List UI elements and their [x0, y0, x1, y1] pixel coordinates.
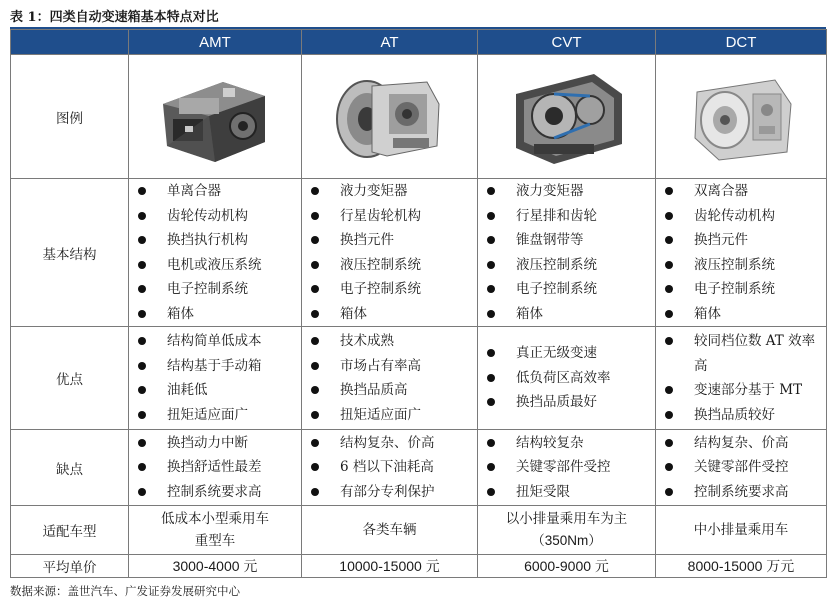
bullet-dot-icon — [487, 439, 495, 447]
bullet-item — [662, 455, 826, 480]
bullet-text: 电子控制系统 — [167, 281, 248, 297]
bullet-dot-icon — [138, 187, 146, 195]
at-structure-cell — [302, 179, 478, 327]
bullet-item — [308, 204, 477, 229]
bullet-dot-icon — [487, 187, 495, 195]
bullet-text: 关键零部件受控 — [694, 459, 789, 476]
bullet-item — [484, 455, 655, 480]
bullet-text: 换挡舒适性最差 — [167, 459, 262, 476]
cvt-cons-cell — [478, 430, 656, 506]
bullet-item — [484, 204, 655, 229]
bullet-text: 齿轮传动机构 — [167, 207, 248, 224]
amt-type-cell — [129, 506, 302, 555]
bullet-item — [135, 455, 301, 480]
bullet-text: 控制系统要求高 — [167, 483, 262, 500]
bullet-item — [135, 480, 301, 505]
pros-row — [11, 327, 827, 430]
bullet-dot-icon — [487, 488, 495, 496]
amt-image — [129, 55, 302, 179]
bullet-dot-icon — [311, 463, 319, 471]
bullet-dot-icon — [138, 337, 146, 345]
bullet-item — [662, 329, 826, 378]
bullet-item — [308, 403, 477, 428]
bullet-text: 结构简单低成本 — [167, 333, 262, 349]
bullet-dot-icon — [487, 261, 495, 269]
bullet-text: 低负荷区高效率 — [516, 369, 611, 386]
bullet-text: 控制系统要求高 — [694, 483, 789, 500]
bullet-text: 液力变矩器 — [516, 183, 584, 199]
bullet-dot-icon — [311, 411, 319, 419]
amt-pros-cell — [129, 327, 302, 430]
bullet-item — [308, 179, 477, 204]
header-corner — [11, 30, 129, 55]
bullet-item — [662, 277, 826, 302]
header-amt: AMT — [129, 30, 302, 55]
bullet-dot-icon — [665, 411, 673, 419]
bullet-dot-icon — [487, 236, 495, 244]
vehicle-type-row — [11, 506, 827, 555]
bullet-dot-icon — [311, 439, 319, 447]
bullet-text: 液压控制系统 — [694, 256, 775, 273]
bullet-item — [308, 431, 477, 456]
bullet-dot-icon — [665, 187, 673, 195]
bullet-text: 电子控制系统 — [340, 281, 421, 297]
bullet-item — [662, 378, 826, 403]
bullet-text: 扭矩适应面广 — [340, 406, 421, 423]
bullet-item — [308, 302, 477, 327]
bullet-dot-icon — [311, 212, 319, 220]
at-price: 10000-15000 元 — [302, 555, 478, 578]
bullet-item — [135, 253, 301, 278]
bullet-text: 电子控制系统 — [516, 281, 597, 297]
bullet-dot-icon — [311, 236, 319, 244]
bullet-item — [662, 403, 826, 428]
bullet-item — [135, 378, 301, 403]
source-note: 数据来源：盖世汽车、广发证券发展研究中心 — [10, 584, 240, 598]
bullet-text: 电子控制系统 — [694, 281, 775, 297]
dct-gearbox-illustration — [679, 64, 804, 169]
bullet-item — [135, 204, 301, 229]
cvt-image — [478, 55, 656, 179]
bullet-dot-icon — [665, 439, 673, 447]
bullet-text: 扭矩受限 — [516, 483, 570, 500]
bullet-item — [662, 480, 826, 505]
bullet-item — [484, 179, 655, 204]
bullet-dot-icon — [665, 236, 673, 244]
bullet-dot-icon — [138, 236, 146, 244]
bullet-item — [662, 302, 826, 327]
dct-type-cell — [656, 506, 827, 555]
amt-gearbox-illustration — [153, 64, 278, 169]
at-image — [302, 55, 478, 179]
bullet-text: 换挡品质较好 — [694, 406, 775, 423]
bullet-item — [484, 228, 655, 253]
row-label-image: 图例 — [11, 55, 129, 179]
bullet-dot-icon — [665, 488, 673, 496]
bullet-item — [308, 277, 477, 302]
bullet-dot-icon — [138, 310, 146, 318]
bullet-item — [135, 277, 301, 302]
bullet-dot-icon — [138, 261, 146, 269]
bullet-item — [484, 480, 655, 505]
bullet-dot-icon — [138, 386, 146, 394]
row-label-price: 平均单价 — [11, 555, 129, 578]
bullet-text: 结构基于手动箱 — [167, 357, 262, 374]
cvt-gearbox-illustration — [504, 64, 629, 169]
bullet-item — [662, 204, 826, 229]
bullet-dot-icon — [311, 261, 319, 269]
bullet-text: 换挡动力中断 — [167, 434, 248, 451]
bullet-text: 单离合器 — [167, 183, 221, 199]
at-cons-cell — [302, 430, 478, 506]
bullet-text: 齿轮传动机构 — [694, 207, 775, 224]
bullet-dot-icon — [665, 337, 673, 345]
at-type-cell — [302, 506, 478, 555]
bullet-item — [662, 179, 826, 204]
row-label-cons: 缺点 — [11, 430, 129, 506]
bullet-dot-icon — [487, 398, 495, 406]
bullet-text: 换挡执行机构 — [167, 232, 248, 248]
bullet-item — [484, 302, 655, 327]
cvt-pros-cell — [478, 327, 656, 430]
bullet-dot-icon — [665, 386, 673, 394]
dct-type-line: 中小排量乘用车 — [693, 522, 789, 538]
bullet-item — [484, 341, 655, 366]
bullet-item — [135, 179, 301, 204]
bullet-dot-icon — [487, 463, 495, 471]
bullet-item — [135, 228, 301, 253]
bullet-dot-icon — [138, 463, 146, 471]
bullet-item — [135, 431, 301, 456]
bullet-item — [484, 390, 655, 415]
cons-row — [11, 430, 827, 506]
bullet-text: 技术成熟 — [340, 333, 394, 349]
bullet-text: 变速部分基于 MT — [694, 382, 803, 398]
bullet-item — [308, 329, 477, 354]
bullet-dot-icon — [665, 285, 673, 293]
bullet-dot-icon — [665, 310, 673, 318]
bullet-dot-icon — [138, 212, 146, 220]
bullet-text: 关键零部件受控 — [516, 459, 611, 476]
bullet-item — [484, 277, 655, 302]
bullet-dot-icon — [665, 212, 673, 220]
amt-cons-cell — [129, 430, 302, 506]
bullet-text: 箱体 — [694, 305, 721, 322]
bullet-text: 结构复杂、价高 — [340, 434, 435, 451]
bullet-dot-icon — [311, 310, 319, 318]
bullet-text: 较同档位数 AT 效率高 — [694, 333, 816, 374]
bullet-dot-icon — [311, 362, 319, 370]
bullet-item — [484, 253, 655, 278]
header-cvt: CVT — [478, 30, 656, 55]
row-label-structure: 基本结构 — [11, 179, 129, 327]
bullet-dot-icon — [138, 285, 146, 293]
bullet-text: 液压控制系统 — [340, 256, 421, 273]
bullet-item — [662, 253, 826, 278]
bullet-dot-icon — [311, 337, 319, 345]
bullet-item — [135, 354, 301, 379]
bullet-item — [308, 455, 477, 480]
row-label-type: 适配车型 — [11, 506, 129, 555]
bullet-dot-icon — [138, 488, 146, 496]
price-row — [11, 555, 827, 578]
bullet-dot-icon — [311, 285, 319, 293]
at-type-line: 各类车辆 — [362, 522, 417, 538]
bullet-text: 液力变矩器 — [340, 183, 408, 199]
at-pros-cell — [302, 327, 478, 430]
dct-cons-cell — [656, 430, 827, 506]
cvt-type-line: （350Nm） — [531, 533, 602, 548]
bullet-item — [135, 302, 301, 327]
bullet-text: 真正无级变速 — [516, 345, 597, 362]
bullet-item — [308, 228, 477, 253]
bullet-text: 结构复杂、价高 — [694, 434, 789, 451]
bullet-text: 行星齿轮机构 — [340, 207, 421, 224]
bullet-dot-icon — [311, 386, 319, 394]
bullet-text: 有部分专利保护 — [340, 483, 435, 500]
bullet-text: 扭矩适应面广 — [167, 406, 248, 423]
dct-image — [656, 55, 827, 179]
bullet-dot-icon — [665, 463, 673, 471]
bullet-dot-icon — [665, 261, 673, 269]
bullet-text: 箱体 — [167, 305, 194, 322]
dct-pros-cell — [656, 327, 827, 430]
comparison-table — [10, 29, 827, 578]
cvt-price: 6000-9000 元 — [478, 555, 656, 578]
bullet-text: 换挡品质最好 — [516, 394, 597, 411]
structure-row — [11, 179, 827, 327]
bullet-text: 油耗低 — [167, 382, 208, 398]
bullet-item — [308, 253, 477, 278]
header-at: AT — [302, 30, 478, 55]
dct-price: 8000-15000 万元 — [656, 555, 827, 578]
at-gearbox-illustration — [327, 64, 452, 169]
cvt-type-cell — [478, 506, 656, 555]
header-row — [11, 30, 827, 55]
bullet-dot-icon — [138, 362, 146, 370]
image-row — [11, 55, 827, 179]
bullet-dot-icon — [487, 374, 495, 382]
amt-structure-cell — [129, 179, 302, 327]
bullet-item — [662, 431, 826, 456]
bullet-dot-icon — [138, 439, 146, 447]
amt-type-line: 重型车 — [194, 533, 236, 549]
bullet-item — [135, 403, 301, 428]
header-dct: DCT — [656, 30, 827, 55]
dct-structure-cell — [656, 179, 827, 327]
bullet-item — [135, 329, 301, 354]
bullet-item — [308, 354, 477, 379]
bullet-text: 结构较复杂 — [516, 434, 584, 451]
bullet-text: 箱体 — [516, 305, 543, 322]
bullet-text: 6 档以下油耗高 — [340, 459, 434, 476]
bullet-dot-icon — [487, 349, 495, 357]
cvt-type-line: 以小排量乘用车为主 — [505, 511, 628, 527]
bullet-dot-icon — [311, 187, 319, 195]
bullet-text: 双离合器 — [694, 183, 748, 199]
bullet-text: 箱体 — [340, 305, 367, 322]
bullet-text: 锥盘钢带等 — [516, 232, 584, 248]
bullet-dot-icon — [487, 310, 495, 318]
bullet-text: 液压控制系统 — [516, 256, 597, 273]
bullet-text: 换挡元件 — [694, 232, 748, 248]
bullet-dot-icon — [311, 488, 319, 496]
bullet-item — [308, 480, 477, 505]
bullet-item — [484, 431, 655, 456]
bullet-item — [662, 228, 826, 253]
amt-type-line: 低成本小型乘用车 — [161, 511, 269, 527]
bullet-text: 电机或液压系统 — [167, 256, 262, 273]
table-caption: 表 1：四类自动变速箱基本特点对比 — [10, 10, 219, 25]
bullet-dot-icon — [487, 285, 495, 293]
bullet-dot-icon — [487, 212, 495, 220]
bullet-text: 换挡品质高 — [340, 382, 408, 398]
bullet-item — [308, 378, 477, 403]
cvt-structure-cell — [478, 179, 656, 327]
bullet-item — [484, 366, 655, 391]
bullet-text: 换挡元件 — [340, 232, 394, 248]
bullet-text: 市场占有率高 — [340, 357, 421, 374]
row-label-pros: 优点 — [11, 327, 129, 430]
amt-price: 3000-4000 元 — [129, 555, 302, 578]
bullet-dot-icon — [138, 411, 146, 419]
bullet-text: 行星排和齿轮 — [516, 207, 597, 224]
